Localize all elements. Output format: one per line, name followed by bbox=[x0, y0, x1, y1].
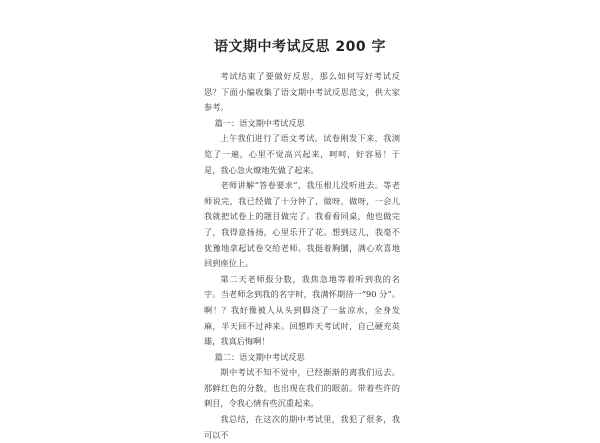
body-paragraph: 期中考试不知不觉中，已经渐渐的离我们远去。那鲜红色的分数，也出现在我们的眼前。带着些许的刺目，令我心情有些沉重起来。 bbox=[204, 367, 400, 409]
section-heading-1: 篇一：语文期中考试反思 bbox=[214, 117, 305, 128]
document-body bbox=[204, 69, 400, 443]
document-title: 语文期中考试反思 200 字 bbox=[214, 39, 386, 55]
body-paragraph: 老师讲解“答卷要求”，我压根儿没听进去。等老师说完，我已经做了十分钟了，做呀，做呀，一会儿我就把试卷上的题目做完了。我看看同桌，他也做完了，我得意扬扬，心里乐开了花。想到这儿，我毫不犹豫地拿起试卷交给老师。我挺着胸脯，满心欢喜地回到座位上。 bbox=[204, 180, 400, 269]
body-paragraph: 我总结，在这次的期中考试里，我犯了很多，我可以不 bbox=[204, 414, 400, 440]
intro-paragraph: 考试结束了要做好反思，那么如何写好考试反思？下面小编收集了语文期中考试反思范文，供大家参考。 bbox=[204, 71, 400, 113]
section-heading-2: 篇二：语文期中考试反思 bbox=[214, 351, 305, 362]
body-paragraph: 上午我们进行了语文考试。试卷刚发下来，我浏览了一遍，心里不觉高兴起来，呵呵，好容易！于是，我心急火燎地先做了起来。 bbox=[204, 133, 400, 175]
body-paragraph: 第二天老师报分数，我焦急地等着听到我的名字。当老师念到我的名字时，我满怀期待一“90 分”。啊！？我好像被人从头到脚浇了一盆凉水，全身发麻，半天回不过神来。回想昨天考试时，自己硬充英雄，我真后悔啊！ bbox=[204, 273, 400, 347]
